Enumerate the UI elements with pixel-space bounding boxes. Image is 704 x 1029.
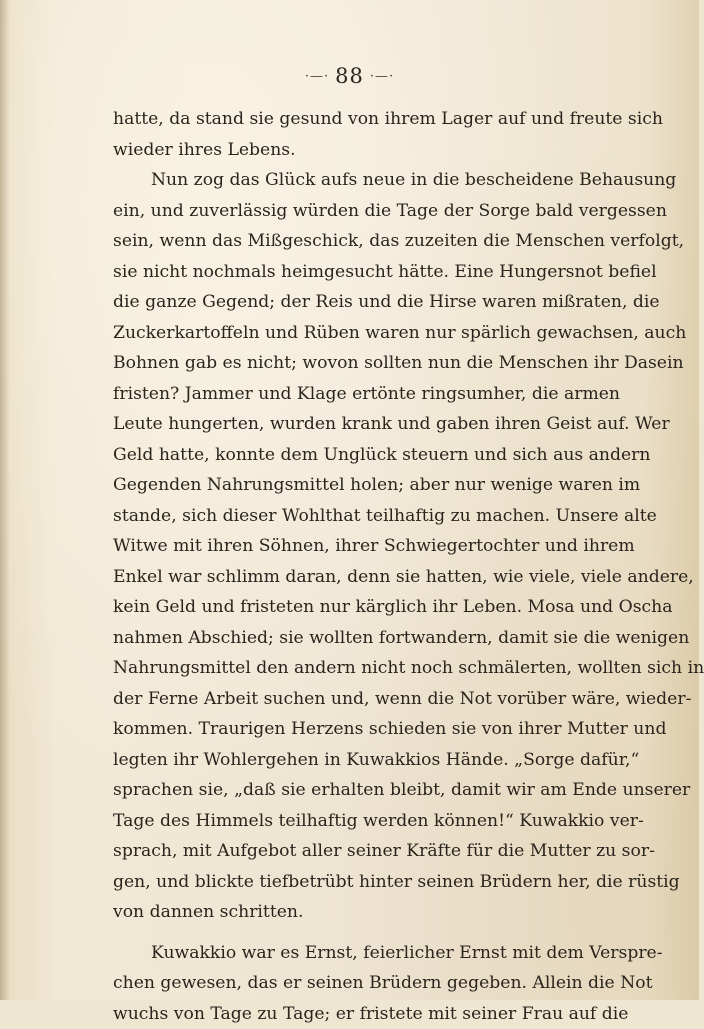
text-line: sprachen sie, „daß sie erhalten bleibt, damit wir am Ende unserer xyxy=(113,775,613,806)
body-text xyxy=(113,104,613,1029)
paragraph-gap xyxy=(113,928,613,938)
text-line: Bohnen gab es nicht; wovon sollten nun die Menschen ihr Dasein xyxy=(113,348,613,379)
text-line: Tage des Himmels teilhaftig werden können!“ Kuwakkio ver- xyxy=(113,806,613,837)
text-line: gen, und blickte tiefbetrübt hinter seinen Brüdern her, die rüstig xyxy=(113,867,613,898)
page-header xyxy=(0,64,699,88)
text-line: sein, wenn das Mißgeschick, das zuzeiten die Menschen verfolgt, xyxy=(113,226,613,257)
page-number: 88 xyxy=(335,64,364,88)
paragraph xyxy=(113,938,613,1029)
text-line: Nun zog das Glück aufs neue in die bescheidene Behausung xyxy=(113,165,613,196)
text-line: nahmen Abschied; sie wollten fortwandern, damit sie die wenigen xyxy=(113,623,613,654)
text-line: kommen. Traurigen Herzens schieden sie von ihrer Mutter und xyxy=(113,714,613,745)
text-line: chen gewesen, das er seinen Brüdern gegeben. Allein die Not xyxy=(113,968,613,999)
text-line: Geld hatte, konnte dem Unglück steuern und sich aus andern xyxy=(113,440,613,471)
paragraph xyxy=(113,165,613,928)
text-line: stande, sich dieser Wohlthat teilhaftig zu machen. Unsere alte xyxy=(113,501,613,532)
page-spine-shadow xyxy=(0,0,10,1000)
text-line: Zuckerkartoffeln und Rüben waren nur spärlich gewachsen, auch xyxy=(113,318,613,349)
text-line: kein Geld und fristeten nur kärglich ihr Leben. Mosa und Oscha xyxy=(113,592,613,623)
text-line: fristen? Jammer und Klage ertönte ringsumher, die armen xyxy=(113,379,613,410)
ornament-left: ·—· xyxy=(305,69,329,84)
text-line: von dannen schritten. xyxy=(113,897,613,928)
text-line: die ganze Gegend; der Reis und die Hirse waren mißraten, die xyxy=(113,287,613,318)
text-line: legten ihr Wohlergehen in Kuwakkios Hände. „Sorge dafür,“ xyxy=(113,745,613,776)
text-line: Witwe mit ihren Söhnen, ihrer Schwiegertochter und ihrem xyxy=(113,531,613,562)
text-line: hatte, da stand sie gesund von ihrem Lager auf und freute sich xyxy=(113,104,613,135)
ornament-right: ·—· xyxy=(370,69,394,84)
text-line: der Ferne Arbeit suchen und, wenn die Not vorüber wäre, wieder- xyxy=(113,684,613,715)
paragraph xyxy=(113,104,613,165)
text-line: Nahrungsmittel den andern nicht noch schmälerten, wollten sich in xyxy=(113,653,613,684)
text-line: Kuwakkio war es Ernst, feierlicher Ernst mit dem Versprе- xyxy=(113,938,613,969)
text-line: wuchs von Tage zu Tage; er fristete mit seiner Frau auf die xyxy=(113,999,613,1029)
text-line: sie nicht nochmals heimgesucht hätte. Eine Hungersnot befiel xyxy=(113,257,613,288)
text-line: ein, und zuverlässig würden die Tage der Sorge bald vergessen xyxy=(113,196,613,227)
text-line: sprach, mit Aufgebot aller seiner Kräfte für die Mutter zu sor- xyxy=(113,836,613,867)
text-line: Gegenden Nahrungsmittel holen; aber nur wenige waren im xyxy=(113,470,613,501)
text-line: Enkel war schlimm daran, denn sie hatten, wie viele, viele andere, xyxy=(113,562,613,593)
text-line: wieder ihres Lebens. xyxy=(113,135,613,166)
text-line: Leute hungerten, wurden krank und gaben ihren Geist auf. Wer xyxy=(113,409,613,440)
